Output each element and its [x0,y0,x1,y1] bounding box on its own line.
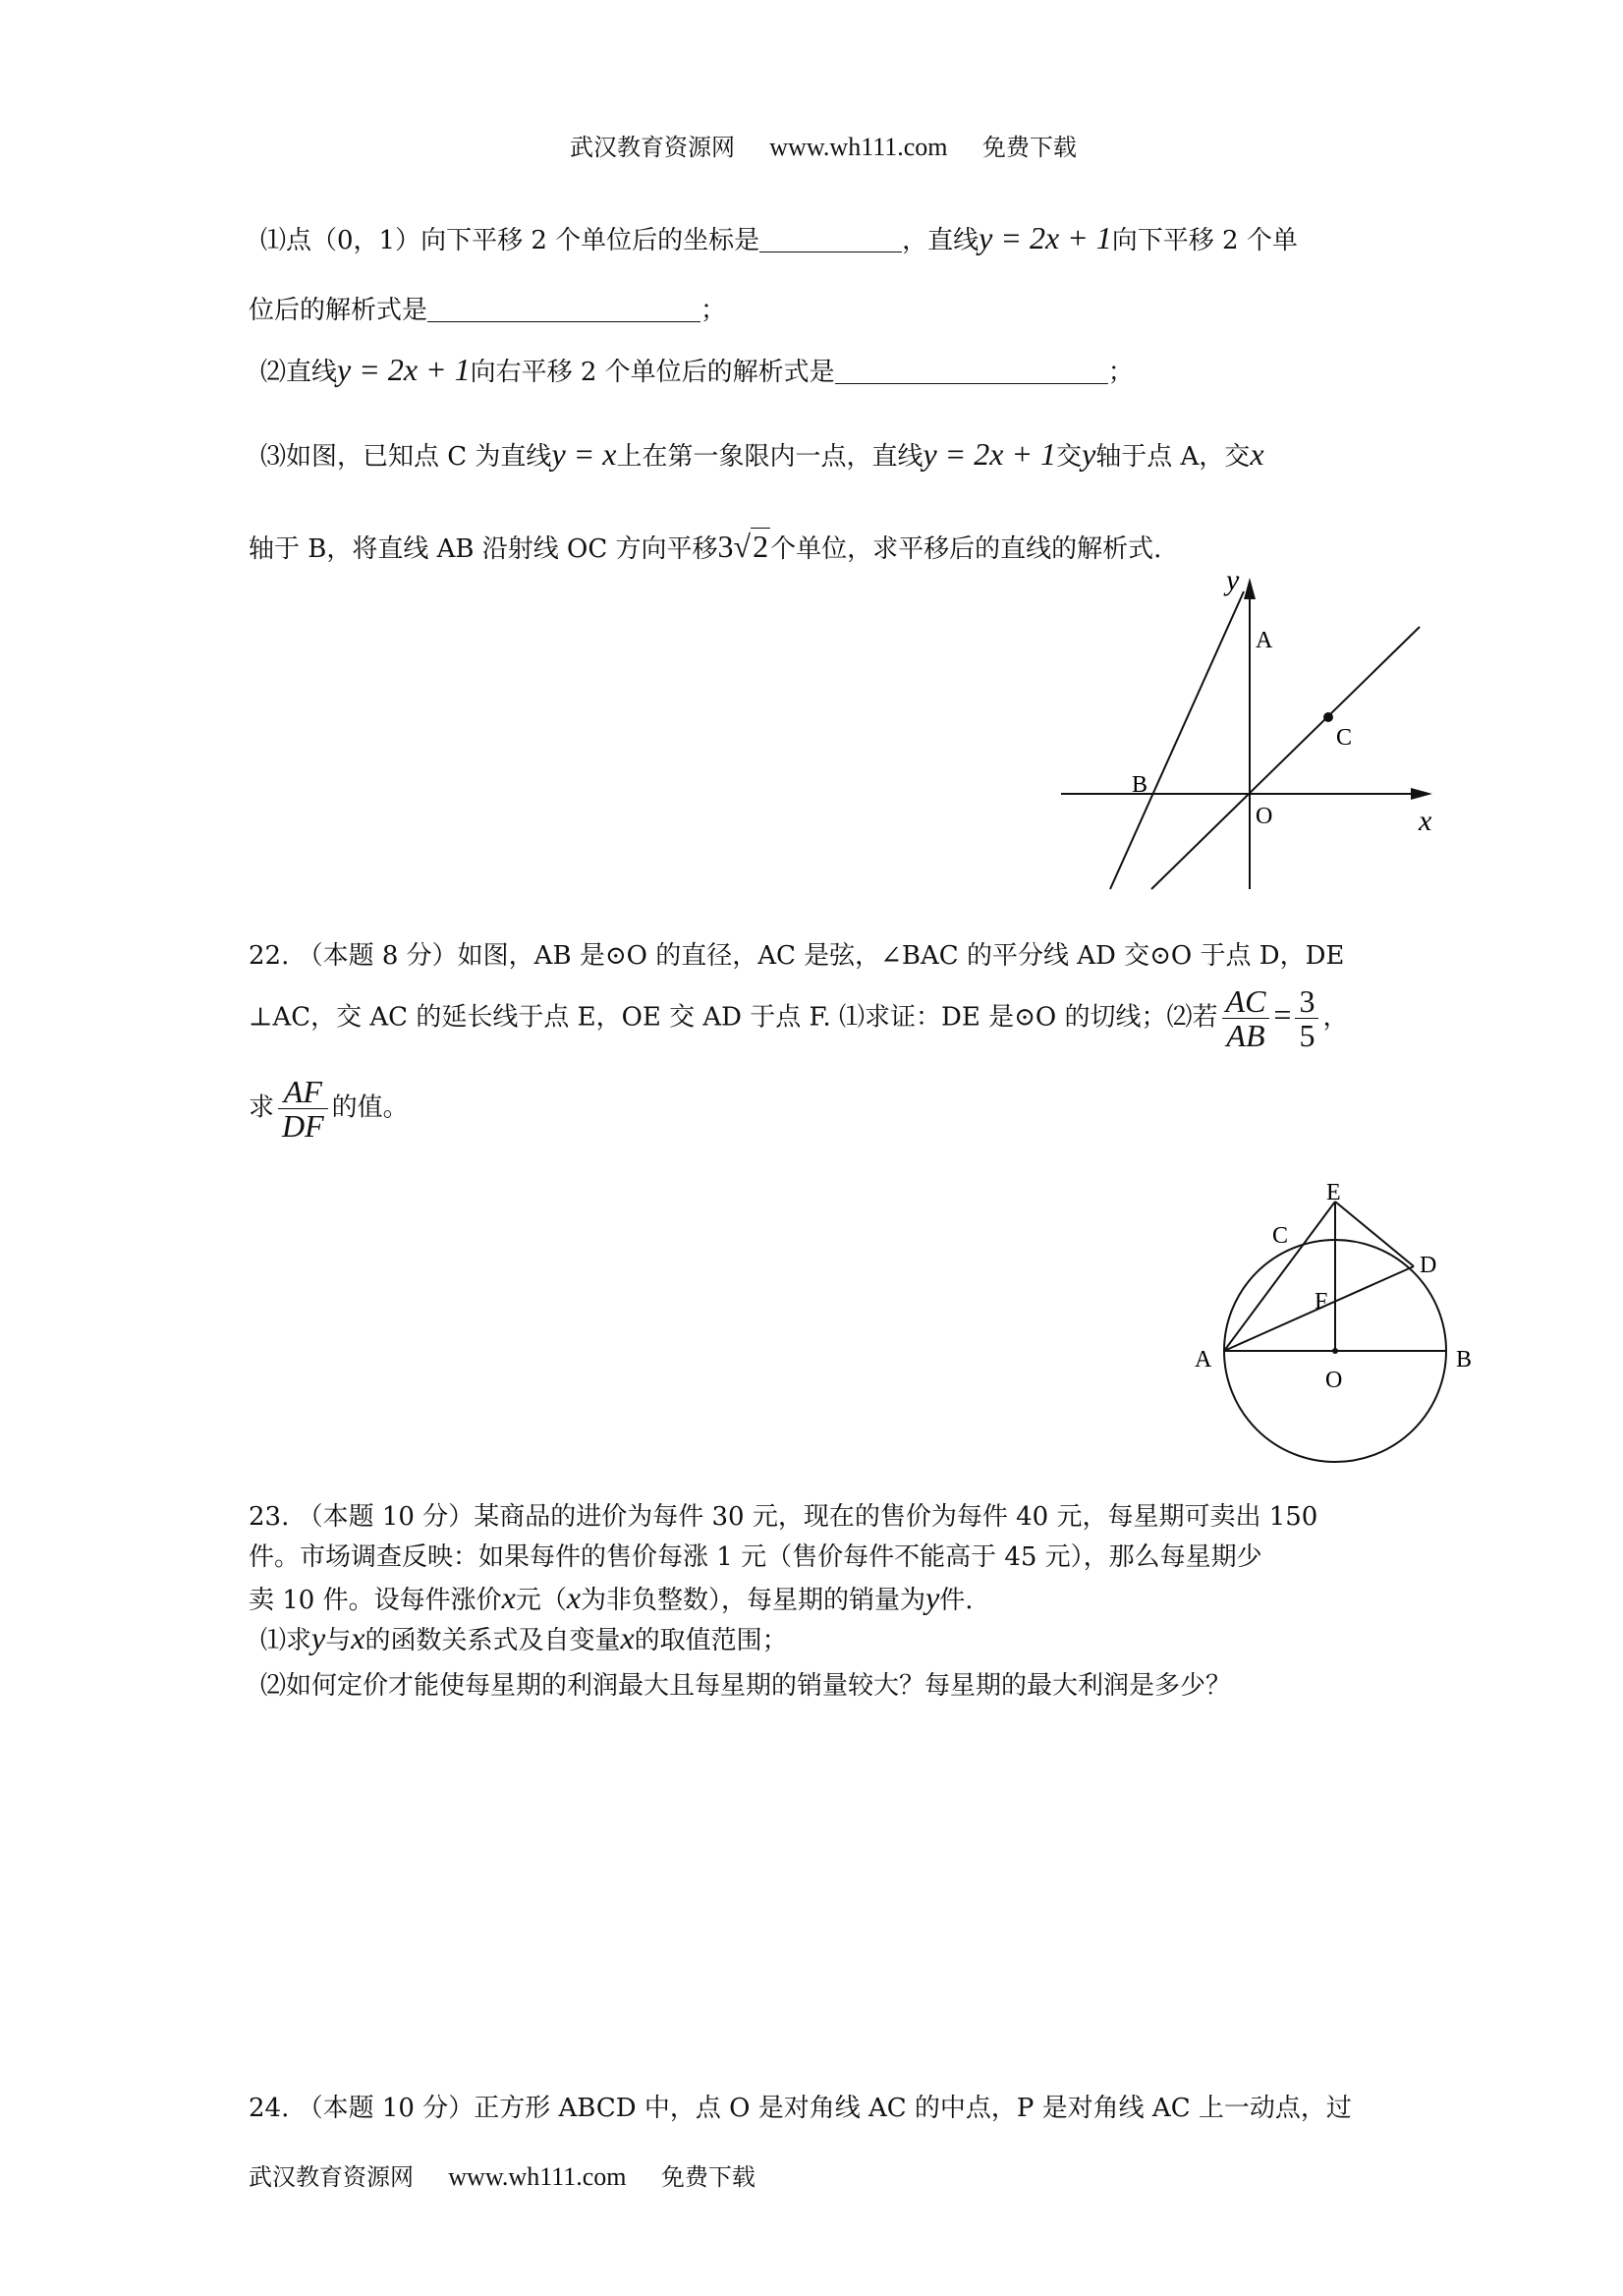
q24-line1 [249,2089,1352,2128]
q23-text7: ⑴求 [260,1626,312,1655]
fraction-denominator: 5 [1299,1018,1315,1053]
fraction-numerator: AC [1222,984,1270,1019]
x-axis-arrow [1411,788,1432,800]
q23-line1 [249,1497,1317,1537]
equation: y = 2x + 1 [923,436,1057,472]
q23-text11: ⑵如何定价才能使每星期的利润最大且每星期的销量较大？每星期的最大利润是多少？ [260,1671,1232,1701]
variable: x [501,1580,516,1615]
q23-text5: 为非负整数），每星期的销量为 [581,1586,926,1615]
q22-text: 22. （本题 8 分）如图，AB 是⊙O 的直径，AC 是弦，∠BAC 的平分线 AD 交⊙O 于点 D，DE [249,941,1345,971]
q23-text3: 卖 10 件。设每件涨价 [249,1586,502,1615]
q21-p2-text2: 向右平移 2 个单位后的解析式是 [470,358,835,387]
q21-p3-text4: 轴于点 A，交 [1095,442,1251,472]
label-d: D [1420,1253,1437,1278]
label-b: B [1456,1347,1473,1372]
q23-line3 [249,1578,974,1620]
q23-line2 [249,1538,1262,1577]
q21-p3-text6: 个单位，求平移后的直线的解析式. [770,534,1162,564]
fraction-numerator: AF [278,1075,328,1109]
equation: y = 2x + 1 [979,220,1112,255]
q22-text2: ⊥AC，交 AC 的延长线于点 E，OE 交 AD 于点 F. ⑴求证：DE 是⊙O 的切线；⑵若 [249,1002,1218,1033]
point-c [1323,712,1333,722]
q21-p1-text3: 向下平移 2 个单 [1111,226,1298,255]
q21-p3-text5: 轴于 B，将直线 AB 沿射线 OC 方向平移 [249,534,718,564]
line-ab [1110,591,1244,889]
q23-text8: 与 [325,1626,352,1655]
figure-circle-geometry [1184,1179,1488,1469]
fraction-ac-ab [1222,984,1270,1052]
label-o: O [1325,1368,1343,1393]
q22-text4: 的值。 [331,1092,409,1123]
variable: y [311,1620,326,1655]
label-a: A [1256,628,1273,653]
y-axis-arrow [1244,578,1256,599]
line-oc [1151,627,1420,889]
label-a: A [1195,1347,1212,1372]
variable: x [1250,436,1264,472]
variable: x [351,1620,365,1655]
header-url: www.wh111.com [769,133,948,161]
q21-p1-text4: 位后的解析式是 [249,296,428,325]
label-b: B [1132,772,1148,798]
label-o: O [1256,804,1273,829]
figure-coordinate-lines [1051,570,1444,894]
variable: y [925,1580,940,1615]
label-x: x [1419,805,1432,837]
q21-p1-text5: ； [700,296,727,325]
q23-text9: 的函数关系式及自变量 [364,1626,621,1655]
comma: ， [1322,1002,1349,1033]
q21-p3-text: ⑶如图，已知点 C 为直线 [260,442,552,472]
q21-p1-text2: ，直线 [902,226,979,255]
radicand: 2 [753,529,769,564]
page-footer [249,2157,756,2192]
answer-blank [759,222,902,252]
fraction-denominator: AB [1226,1018,1265,1053]
q23-text2: 件。市场调查反映：如果每件的售价每涨 1 元（售价每件不能高于 45 元），那么每星期少 [249,1542,1262,1572]
q23-text6: 件. [939,1586,974,1615]
answer-blank [427,292,700,322]
q23-text10: 的取值范围； [634,1626,788,1655]
q22-line1 [249,936,1344,976]
q24-text: 24. （本题 10 分）正方形 ABCD 中，点 O 是对角线 AC 的中点，P 是对角线 AC 上一动点，过 [249,2094,1352,2123]
label-f: F [1315,1289,1328,1315]
q21-part1-line1 [260,218,1298,260]
q21-p3-text3: 交 [1056,442,1083,472]
q21-p3-text2: 上在第一象限内一点，直线 [616,442,923,472]
radical-expression: 3√2 [717,529,769,564]
q23-part2 [260,1666,1231,1706]
q21-part3-line2 [249,527,1161,569]
fraction-numerator: 3 [1295,984,1318,1019]
fraction-3-5 [1295,984,1318,1052]
q21-part3-line1 [260,434,1264,476]
variable: y [1082,436,1096,472]
variable: x [620,1620,635,1655]
footer-url: www.wh111.com [448,2162,627,2191]
q21-p1-text: ⑴点（0，1）向下平移 2 个单位后的坐标是 [260,226,760,255]
q21-part2 [260,350,1134,392]
q21-p2-text3: ； [1107,358,1134,387]
q22-text3: 求 [249,1092,275,1123]
label-c: C [1336,725,1353,751]
label-y: y [1226,570,1240,596]
q22-line2 [249,984,1348,1052]
label-e: E [1326,1180,1341,1205]
equation: y = x [551,436,617,472]
q23-text4: 元（ [515,1586,567,1615]
q22-line3 [249,1075,409,1143]
q23-part1 [260,1618,788,1660]
segment-ed [1335,1202,1414,1266]
footer-free: 免费下载 [660,2163,756,2191]
answer-blank [835,354,1108,384]
label-c: C [1272,1223,1289,1249]
q23-text: 23. （本题 10 分）某商品的进价为每件 30 元，现在的售价为每件 40 元，每星期可卖出 150 [249,1502,1318,1532]
footer-site: 武汉教育资源网 [249,2163,414,2191]
header-site: 武汉教育资源网 [570,134,735,161]
radical-coefficient: 3 [717,529,734,564]
page-header [570,128,1077,162]
q21-part1-line2 [249,291,726,330]
header-free: 免费下载 [981,134,1077,161]
q21-p2-text: ⑵直线 [260,358,338,387]
point-o [1332,1348,1338,1354]
variable: x [566,1580,582,1615]
equation: y = 2x + 1 [337,352,471,387]
equals-sign: = [1273,996,1292,1033]
fraction-af-df [278,1075,328,1143]
fraction-denominator: DF [282,1108,324,1144]
